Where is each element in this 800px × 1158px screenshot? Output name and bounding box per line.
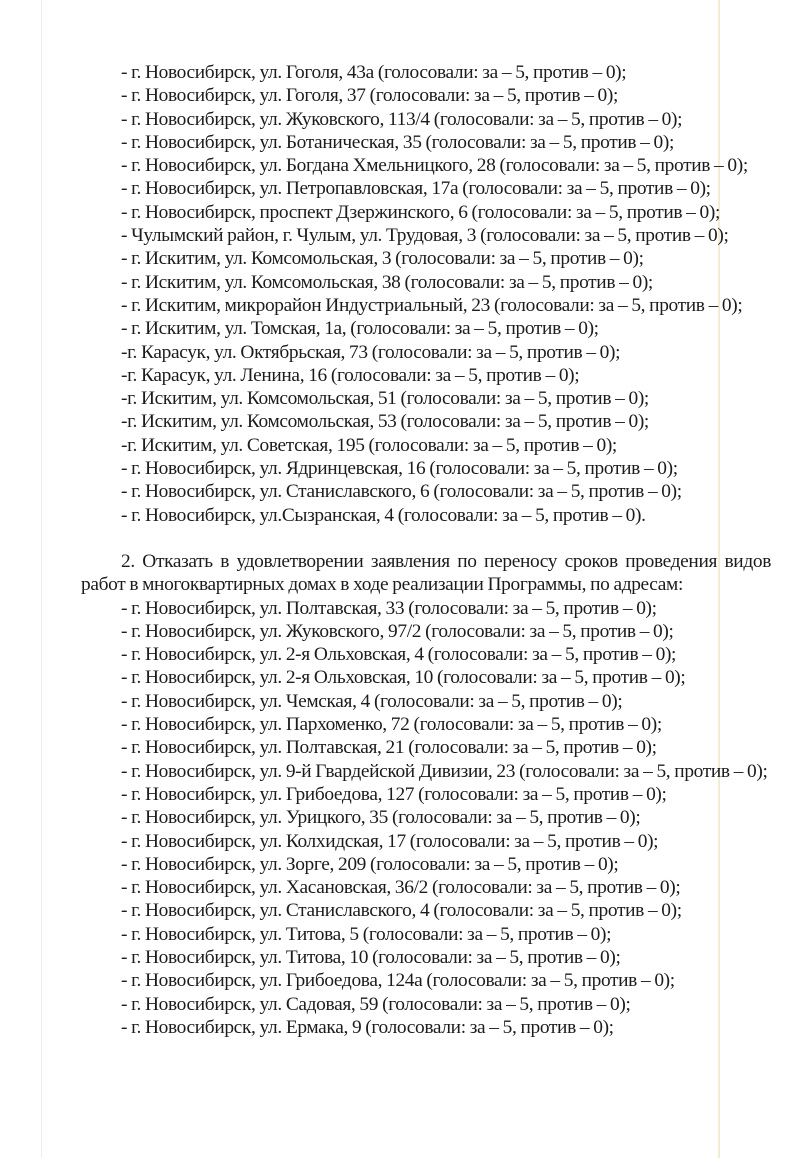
address-item: - г. Новосибирск, ул. Жуковского, 113/4 (голосовали: за – 5, против – 0); (121, 108, 683, 130)
address-item: - г. Новосибирск, ул. Петропавловская, 17а (голосовали: за – 5, против – 0); (121, 178, 711, 200)
address-item: - г. Новосибирск, ул. Богдана Хмельницкого, 28 (голосовали: за – 5, против – 0); (121, 155, 748, 177)
address-item: -г. Карасук, ул. Октябрьская, 73 (голосовали: за – 5, против – 0); (121, 341, 621, 363)
document-page (81, 61, 771, 1039)
address-item: - г. Новосибирск, ул. 2-я Ольховская, 4 (голосовали: за – 5, против – 0); (121, 644, 677, 666)
address-item: - г. Новосибирск, ул. Полтавская, 33 (голосовали: за – 5, против – 0); (121, 597, 657, 619)
address-item: - г. Новосибирск, ул.Сызранская, 4 (голосовали: за – 5, против – 0). (121, 504, 646, 526)
address-item: - г. Новосибирск, ул. Гоголя, 43а (голосовали: за – 5, против – 0); (121, 62, 627, 83)
address-item: - г. Новосибирск, проспект Дзержинского, 6 (голосовали: за – 5, против – 0); (121, 201, 720, 223)
section-1-address-list (81, 61, 771, 527)
address-item: -г. Искитим, ул. Комсомольская, 53 (голосовали: за – 5, против – 0); (121, 411, 649, 433)
address-item: - г. Искитим, ул. Комсомольская, 3 (голосовали: за – 5, против – 0); (121, 248, 644, 270)
address-item: - г. Новосибирск, ул. Полтавская, 21 (голосовали: за – 5, против – 0); (121, 737, 657, 759)
section-2-heading: 2. Отказать в удовлетворении заявления по переносу сроков проведения видов работ в многоквартирных домах в ходе реализации Программы, по адресам: (81, 550, 771, 596)
address-item: - г. Новосибирск, ул. Ермака, 9 (голосовали: за – 5, против – 0); (121, 1016, 614, 1038)
address-item: - г. Новосибирск, ул. Грибоедова, 124а (голосовали: за – 5, против – 0); (121, 970, 675, 992)
address-item: -г. Искитим, ул. Комсомольская, 51 (голосовали: за – 5, против – 0); (121, 388, 649, 410)
address-item: - г. Новосибирск, ул. Урицкого, 35 (голосовали: за – 5, против – 0); (121, 807, 641, 829)
address-item: - г. Новосибирск, ул. Жуковского, 97/2 (голосовали: за – 5, против – 0); (121, 620, 674, 642)
address-item: - г. Новосибирск, ул. Зорге, 209 (голосовали: за – 5, против – 0); (121, 853, 619, 875)
address-item: - г. Новосибирск, ул. Станиславского, 6 (голосовали: за – 5, против – 0); (121, 481, 682, 503)
address-item: - г. Новосибирск, ул. Титова, 10 (голосовали: за – 5, против – 0); (121, 946, 621, 968)
address-item: - г. Новосибирск, ул. Ядринцевская, 16 (голосовали: за – 5, против – 0); (121, 458, 678, 480)
address-item: - г. Новосибирск, ул. Колхидская, 17 (голосовали: за – 5, против – 0); (121, 830, 659, 852)
address-item: - г. Искитим, ул. Комсомольская, 38 (голосовали: за – 5, против – 0); (121, 271, 653, 293)
address-item: - г. Новосибирск, ул. Садовая, 59 (голосовали: за – 5, против – 0); (121, 993, 631, 1015)
address-item: - г. Новосибирск, ул. Гоголя, 37 (голосовали: за – 5, против – 0); (121, 85, 619, 107)
address-item: - г. Новосибирск, ул. Грибоедова, 127 (голосовали: за – 5, против – 0); (121, 783, 667, 805)
address-item: - г. Искитим, микрорайон Индустриальный, 23 (голосовали: за – 5, против – 0); (121, 294, 743, 316)
scan-left-edge (41, 0, 42, 1158)
address-item: - г. Новосибирск, ул. 2-я Ольховская, 10 (голосовали: за – 5, против – 0); (121, 667, 686, 689)
address-item: - г. Новосибирск, ул. Пархоменко, 72 (голосовали: за – 5, против – 0); (121, 714, 662, 736)
address-item: - Чулымский район, г. Чулым, ул. Трудовая, 3 (голосовали: за – 5, против – 0); (121, 225, 729, 247)
address-item: - г. Новосибирск, ул. Станиславского, 4 (голосовали: за – 5, против – 0); (121, 900, 682, 922)
address-item: - г. Новосибирск, ул. 9-й Гвардейской Дивизии, 23 (голосовали: за – 5, против – 0); (121, 760, 768, 782)
address-item: - г. Новосибирск, ул. Хасановская, 36/2 (голосовали: за – 5, против – 0); (121, 877, 681, 899)
section-2-address-list (81, 597, 771, 1040)
address-item: - г. Новосибирск, ул. Ботаническая, 35 (голосовали: за – 5, против – 0); (121, 131, 674, 153)
address-item: - г. Новосибирск, ул. Титова, 5 (голосовали: за – 5, против – 0); (121, 923, 612, 945)
address-item: -г. Карасук, ул. Ленина, 16 (голосовали: за – 5, против – 0); (121, 364, 580, 386)
address-item: - г. Искитим, ул. Томская, 1а, (голосовали: за – 5, против – 0); (121, 318, 599, 340)
address-item: -г. Искитим, ул. Советская, 195 (голосовали: за – 5, против – 0); (121, 434, 617, 456)
address-item: - г. Новосибирск, ул. Чемская, 4 (голосовали: за – 5, против – 0); (121, 690, 623, 712)
